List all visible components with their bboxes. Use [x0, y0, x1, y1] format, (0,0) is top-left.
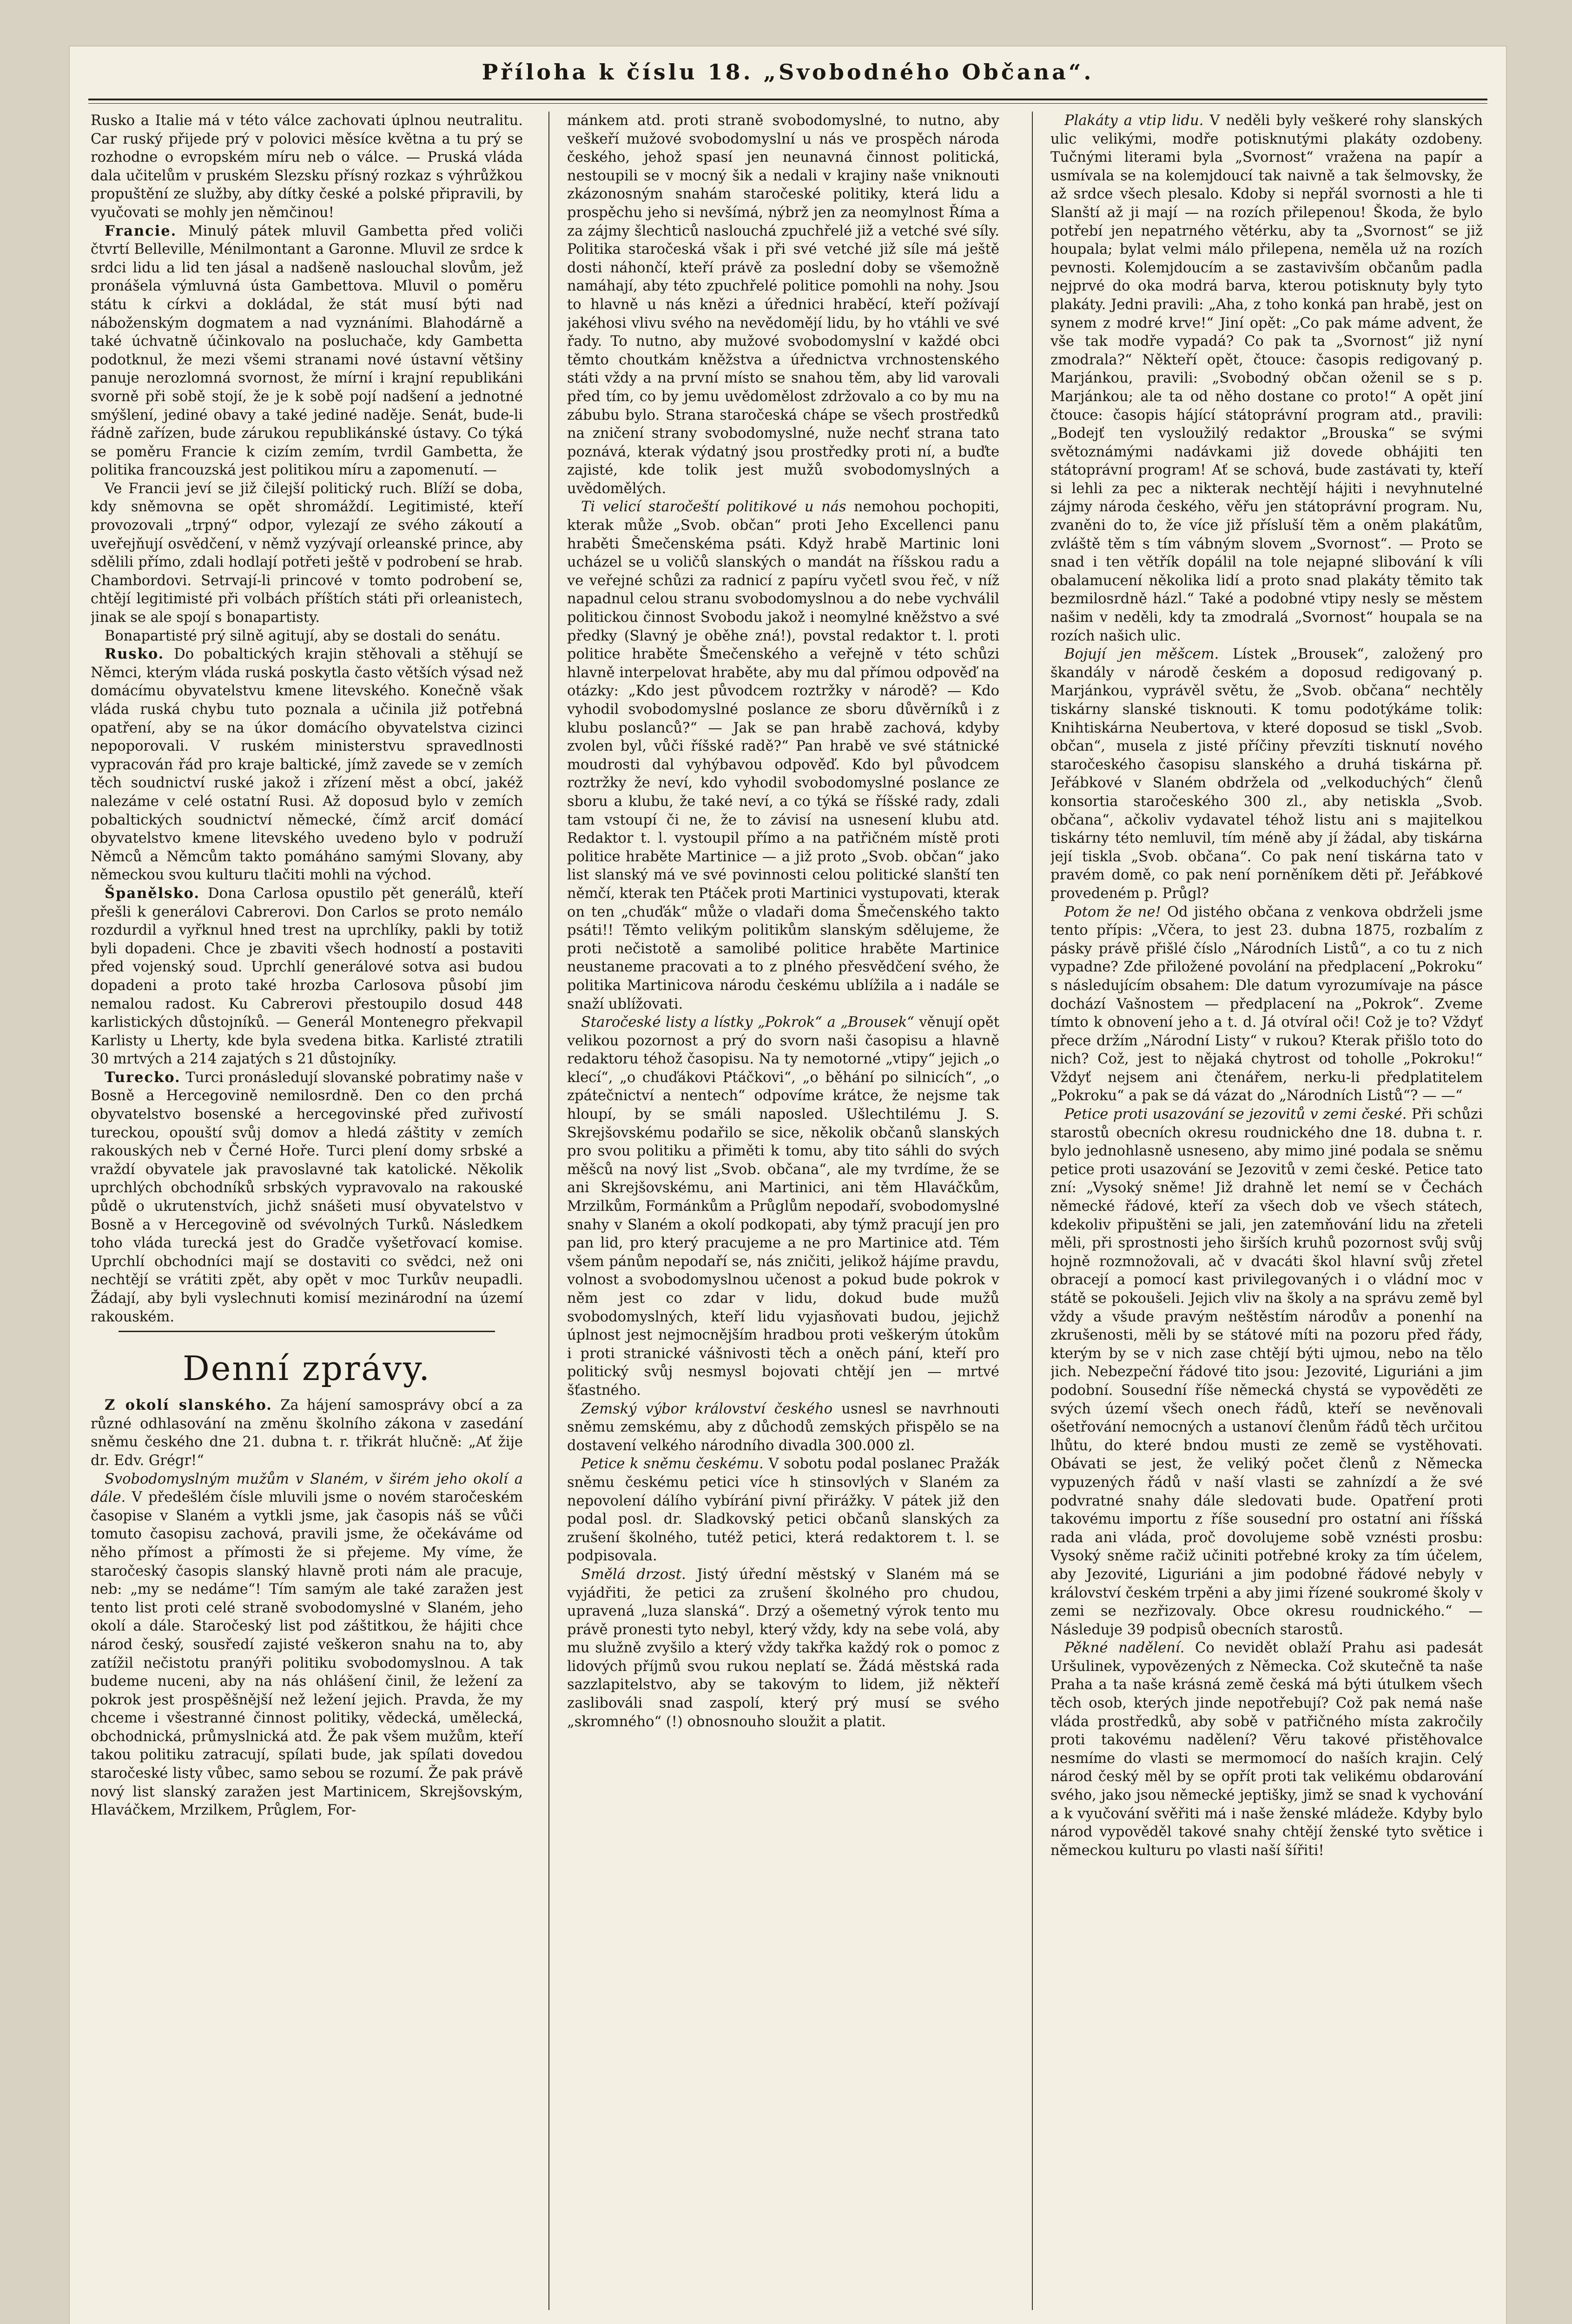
paragraph-text: Za hájení samosprávy obcí a za různé odhlasování na změnu školního zákona v zasedání sněmu českého dne 21. dubna t. r. třikrát hlučně: „Ať žije dr. Edv. Grégr!“ — [91, 1397, 523, 1469]
article-paragraph — [1050, 112, 1483, 645]
article-paragraph — [91, 1470, 523, 1820]
section-heading: Z okolí slanského. — [105, 1397, 272, 1414]
paragraph-text: V neděli byly veškeré rohy slanských ulic velikými, modře potisknutými plakáty ozdobeny. Tučnými literami byla „Svornost“ vražena na papír a usmívala se na kolemjdoucí tak naivně a tak šelmovsky, že až srdce všech plesalo. Kdoby si nepřál svornosti a hle ti Slanští až ji mají — na rozích přilepenou! Škoda, že bylo potřebí jen nepatrného větérku, aby ta „Svornost“ se již houpala; bylat velmi málo přilepena, neměla už na rozích pevnosti. Kolemjdoucím a se zastavivším občanům padla nejprvé do oka modrá barva, kterou potisknuty byly tyto plakáty. Jedni pravili: „Aha, z toho konká pan hrabě, jest on synem z modré krve!“ Jiní opět: „Co pak máme advent, že vše tak modře vypadá? Co pak ta „Svornost“ již nyní zmodrala?“ Někteří opět, čtouce: časopis redigovaný p. Marjánkou, pravili: „Svobodný občan oženil se s p. Marjánkou; ale ta od něho dostane co proto!“ A opět jiní čtouce: časopis hájící státoprávní program atd., pravili: „Bodejť ten vysloužilý redaktor „Brouska“ se svými světoznámými nadávkami již dovede obhájiti ten státoprávní program! Ať se schová, bude zastávati ty, kteří si lehli za pec a nikterak nechtějí hájiti i nevyhnutelné zájmy národa českého, věřu jen státoprávní program. Nu, zvaněni do to, že více již přísluší těm a oněm plakátům, zvláště těm s tím vábným slovem „Svornost“. — Proto se snad i ten větřík dopálil na tole nejapné slibování k víli obalamucení několika lidí a proto snad plakáty těmito tak bezmilosrdně házl.“ Také a podobné vtipy nesly se městem našim v neděli, kdy ta zmodralá „Svornost“ houpala se na rozích našich ulic. — [1050, 112, 1483, 644]
article-title: Zemský výbor království českého — [581, 1400, 833, 1417]
paragraph-text: V předešlém čísle mluvili jsme o novém staročeském časopise v Slaném a vytkli jsme, jak časopis náš se vůči tomuto časopisu zachová, pravili jsme, že očekáváme od něho přímost a přímosti že si přejeme. My víme, že staročeský časopis slanský hlavně proti nám ale pracuje, neb: „my se nedáme“! Tím samým ale také zaražen jest tento list proti celé straně svobodomyslné v Slaném, jeho okolí a dále. Staročeský list pod záštitkou, že hájiti chce národ český, sousředí zajisté veškeron snahu na to, aby zatížil nečistotu pranýři politiku svobodomyslnou. A tak budeme nuceni, aby na nás ohlášení činil, že ležení za pokrok jest prospěšnější než ležení jejich. Pravda, že my chceme i všestranné činnost politiky, vědecká, umělecká, obchodnická, průmyslnická atd. Že pak všem mužům, kteří takou politiku zatracují, spílati bude, jak spílati dovedou staročeské listy vůbec, samo sebou se rozumí. Že pak právě nový list slanský zaražen jest Martinicem, Skrejšovským, Hlaváčkem, Mrzilkem, Průglem, For- — [91, 1489, 523, 1819]
column-3 — [1050, 112, 1483, 2310]
paragraph-text: Lístek „Brousek“, založený pro škandály v národě českém a doposud redigovaný p. Marjánkou, vyprávěl světu, že „Svob. občana“ nechtěly tiskárny slanské tisknouti. K tomu podotýkáme tolik: Knihtiskárna Neubertova, v které doposud se tiskl „Svob. občan“, musela z jisté příčiny převzíti tisknutí nového staročeského časopisu slanského a druhá tiskárna př. Jeřábkové v Slaném obdržela od „velkoduchých“ členů konsortia staročeského 300 zl., aby netiskla „Svob. občana“, ačkoliv vydavatel téhož listu ani s majitelkou tiskárny této nemluvil, tím méně aby jí žádal, aby tiskárna její tiskla „Svob. občana“. Co pak není tiskárna tato v pravém domě, co pak není porněníkem děti př. Jeřábkové provedeném p. Průgl? — [1050, 646, 1483, 902]
section-heading: Turecko. — [105, 1069, 181, 1086]
article-paragraph — [91, 1069, 523, 1326]
paragraph-text: Od jistého občana z venkova obdrželi jsme tento přípis: „Včera, to jest 23. dubna 1875, rozbalím z pásky právě přišlé číslo „Národních Listů“, a co tu z nich vypadne? Zde přiložené povolání na předplacení „Pokroku“ s následujícím obsahem: Dle datum vyrozumívaje na pásce dochází Vašnostem — předplacení na „Pokrok“. Zveme tímto k obnovení jeho a t. d. Já otvíral oči! Což je to? Vždyť přece držím „Národní Listy“ v rukou? Kterak přišlo toto do nich? Což, jest to nějaká chytrost od toholle „Pokroku!“ Vždyť nejsem ani čtenářem, nerku-li předplatitelem „Pokroku“ a pak se dá vázat do „Národních Listů“? — —“ — [1050, 904, 1483, 1104]
article-paragraph — [1050, 645, 1483, 903]
article-paragraph: Bonapartisté prý silně agitují, aby se dostali do senátu. — [105, 627, 501, 644]
paragraph-text: Do pobaltických krajin stěhovali a stěhují se Němci, kterým vláda ruská poskytla často větších výsad než domácímu obyvatelstvu kmene litevského. Konečně však vláda ruská chybu tuto poznala a učinila již potřebná opatření, aby se na úkor domácího obyvatelstva cizinci nepoporovali. V ruském ministerstvu spravedlnosti vypracován řád pro kraje baltické, jímž zavede se v zemích těch soudnictví ruské jakož i zřízení měst a obcí, jakéž nalezáme v celé ostatní Rusi. Až doposud bylo v zemích pobaltických soudnictví německé, čímž arciť domácí obyvatelstvo kmene litevského uvedeno bylo v podruží Němců a Němcům takto pomáháno samými Slovany, aby německou svou kulturu tlačiti mohli na východ. — [91, 646, 523, 884]
paragraph-text: Při schůzi starostů obecních okresu roudnického dne 18. dubna t. r. bylo jednohlasně usneseno, aby mimo jiné podala se sněmu petice proti usazování se Jezovitů v zemi české. Petice tato zní: „Vysoký sněme! Již drahně let nemí se v Čechách německé řádové, kteří za všech dob ve všech státech, kdekoliv připuštěni se jali, jen zatemňování lidu na zřeteli měli, při sprostnosti jeho širších kruhů pozornost svůj svůj hojně rozmnožovali, ač v dvacáti škol hlavní svůj zřetel obracejí a pomocí kast privilegovaných i o vládní moc v státě se pokoušeli. Jejich vliv na školy a na správu země byl vždy a všude pravým neštěstím národův a ponenhí na zkrušenosti, měli by se státové míti na pozoru před řády, kterým by se v nich zase chtějí býti ujmou, nebo na tělo jich. Nebezpeční řádové tito jsou: Jezovité, Liguriáni a jim podobní. Sousední říše německá chystá se vypověděti ze svých území všech onech řádů, kteří se nevěnovali ošetřování nemocných a ustanoví členům řádů těch určitou lhůtu, do které bndou musti ze země se vystěhovati. Obávati se jest, že veliký počet členů z Německa vypuzených řádů v naší vlasti se zahnízdí a že své podvratné snahy dále sledovati bude. Opatření proti takovému importu z říše sousední pro ostatní ani říšská rada ani vláda, proč dovolujeme sobě vznésti prosbu: Vysoký sněme račiž učiniti potřebné kroky za tím účelem, aby Jezovité, Liguriáni a jim podobné řádové nebyly v království českém trpěni a aby jimi řízené soukromé školy v zemi se nezřizovaly. Obce okresu roudnického.“ — Následuje 39 podpisů obecních starostů. — [1050, 1106, 1483, 1638]
column-separator — [1032, 112, 1033, 2310]
article-paragraph — [1050, 1639, 1483, 1860]
paragraph-text: Turci pronásledují slovanské pobratimy naše v Bosně a Hercegovině nemilosrdně. Den co den prchá obyvatelstvo bosenské a hercegovinské před zuřivostí tureckou, opouští svůj domov a hledá záštity v zemích rakouských neb v Černé Hoře. Turci plení domy srbské a vraždí obyvatele jak pravoslavné tak katolické. Několik uprchlých obchodníků srbských vypravovalo na rakouské půdě o ukrutenstvích, jichž snášeti musí obyvatelstvo v Bosně a v Hercegovině od svévolných Turků. Následkem toho vláda turecká jest do Gradče vyšetřovací komise. Uprchlí obchodníci mají se dostaviti co svědci, než oni nechtějí se vrátiti zpět, aby opět v moc Turkův neupadli. Žádají, aby byli vyslechnuti komisí mezinárodní na území rakouském. — [91, 1069, 523, 1325]
article-paragraph — [91, 885, 523, 1069]
article-title: Ti velicí staročeští politikové u nás — [581, 499, 846, 515]
article-paragraph — [567, 1455, 999, 1565]
paragraph-text: Minulý pátek mluvil Gambetta před voliči čtvrtí Belleville, Ménilmontant a Garonne. Mluvil ze srdce k srdci lidu a lid ten jásal a nadšeně naslouchal slovům, jež pronášela výmluvná ústa Gambettova. Mluvil o poměru státu k církvi a dokládal, že stát musí býti nad náboženským dogmatem a nad vyznáními. Blahodárně a také úchvatně účinkovalo na posluchače, kdy Gambetta podotknul, že mezi všemi stranami nové ústavní většiny panuje nerozlomná svornost, že mírní i krajní republikáni svorně při sobě stojí, že je k sobě pojí nadšení a jednotné smýšlení, jediné obavy a také jediné naděje. Senát, bude-li řádně zařízen, bude zárukou republikánské ústavy. Co týká se poměru Francie k cizím zemím, tvrdil Gambetta, že politika francouzská jest politikou míru a zapomenutí. — — [91, 223, 523, 479]
article-paragraph — [567, 498, 999, 1013]
paragraph-text: Jistý úřední městský v Slaném má se vyjádřiti, že petici za zrušení školného pro chudou, upravená „luza slanská“. Drzý a ošemetný výrok tento mu právě pronesti tyto nebyl, který vždy, kdy na sebe volá, aby mu služně zvyšilo a který vždy takřka každý rok o pomoc z lidových příjmů svou rukou neplatí se. Žádá městská rada sazzlapitelstvo, aby se takovým to lidem, již někteří zaslibováli snad zaspolí, který prý musí se svého „skromného“ (!) obnosnouho sloužit a platit. — [567, 1566, 999, 1730]
article-paragraph — [567, 1013, 999, 1400]
article-title: Svobodomyslným mužům v Slaném, v širém jeho okolí a dále. — [91, 1471, 523, 1506]
article-paragraph — [91, 222, 523, 480]
column-2 — [567, 112, 999, 2310]
paragraph-text: věnují opět velikou pozornost a prý do svorn naši časopisu a hlavně redaktoru téhož časopisu. Na ty nemotorné „vtipy“ jejich „o klecí“, „o chuďákovi Ptáčkovi“, „o běhání po silnicích“, „o zpátečnictví a nentech“ odpovíme krátce, že nejsme tak hloupí, by se smáli naposled. Ušlechtilému J. S. Skrejšovskému podařilo se sice, několik občanů slanských pro svou politiku a přiměti k tomu, aby tito sáhli do svých měšců na nový list „Svob. občana“, ale my tvrdíme, že se ani Skrejšovskému, ani Martinici, ani těm Hlaváčkům, Mrzilkům, Formánkům a Průglům nepodaří, svobodomyslné snahy v Slaném a okolí podkopati, aby týmž pracují jen pro pan lid, pro který pracujeme a ne pro Martinice atd. Tém všem pánům nepodaří se, nás zničiti, jelikož hájíme pravdu, volnost a svobodomyslnou učenost a pokud bude pokrok v něm jest co zdar v lidu, dokud bude mužů svobodomyslných, kteří lidu vyjasňovati budou, jejichž úplnost jest nejmocnějším hradbou proti veškerým útokům i proti stranické vášnivosti těch a oněch pání, kteří pro politický svůj nesmysl bojovati chtějí jen — mrtvé šťastného. — [567, 1014, 999, 1399]
article-paragraph — [91, 645, 523, 885]
article-paragraph — [567, 1400, 999, 1455]
section-heading: Španělsko. — [105, 885, 200, 902]
article-title: Petice k sněmu českému. — [581, 1456, 764, 1472]
section-heading: Rusko. — [105, 646, 165, 663]
paragraph-text: V sobotu podal poslanec Pražák sněmu českému petici více h stinsovlých v Slaném za nepovolení dálího vybírání pivní přirážky. V pátek již den podal posl. dr. Sladkovský petici občanů slanských za zrušení školného, tutéž petici, která redaktorem t. l. se podpisovala. — [567, 1456, 999, 1565]
article-paragraph — [91, 1396, 523, 1470]
article-title: Bojují jen měšcem. — [1064, 646, 1219, 663]
article-paragraph — [1050, 1105, 1483, 1639]
section-rule — [119, 1331, 495, 1332]
column-1 — [91, 112, 523, 2310]
page-header: Příloha k číslu 18. „Svobodného Občana“. — [482, 59, 1094, 85]
paragraph-text: Co nevidět oblaží Prahu asi padesát Uršulinek, vypovězených z Německa. Což skutečně ta naše Praha a ta naše krásná země česká má býti útulkem všech těch osob, kterých jinde nepotřebují? Což pak nemá naše vláda prostředků, aby sobě v patřičného místa zakročily proti takovému nadělení? Věru takové přistěhovalce nesmíme do vlasti se mermomocí do naších krajin. Celý národ český měl by se opřít proti tak velikému obdarování svého, jako jsou německé jeptišky, jimž se snad k vychování a k vyučování svěřiti má i naše ženské mládeže. Kdyby bylo národ vypověděl takové snahy chtějí ženské tyto světice i německou kulturu po vlasti naší šířiti! — [1050, 1640, 1483, 1859]
column-separator — [548, 112, 549, 2310]
article-paragraph: Rusko a Italie má v této válce zachovati úplnou neutralitu. Car ruský přijede prý v polovici měsíce května a tu prý se rozhodne o evropském míru neb o válce. — Pruská vláda dala učitelům v pruském Slezsku přísný rozkaz s výhrůžkou propuštění ze služby, aby dítky české a polské připravili, by vyučovati se mohly jen němčinou! — [91, 112, 523, 221]
header-rule — [88, 99, 1487, 100]
article-paragraph: mánkem atd. proti straně svobodomyslné, to nutno, aby veškeří mužové svobodomyslní u nás ve prospěch národa českého, jehož spasí jen neunavná činnost politická, nestoupili se v mocný šik a nedali v krajiny naše vniknouti zkázonosným snahám staročeské politiky, která lidu a prospěchu jeho si nevšímá, nýbrž jen za neomylnost Říma a za zájmy šlechticů naslouchá zpuchřelé již a vetché své síly. Politika staročeská však i při své vetché již síle má ještě dosti náhončí, kteří právě za poslední doby se všemožně namáhají, aby této zpuchřelé politice pomohli na nohy. Jsou to hlavně u nás knězi a úřednici hraběcí, kteří požívají jakéhosi vlivu svého na nevědomějí lidu, by ho vtáhli ve své řady. To nutno, aby mužové svobodomyslní v každé obci těmto choutkám kněžstva a úřednictva vrchnostenského státi vždy a na první místo se snahou těm, aby lid varovali před tím, co by jemu uvědomělost zdržovalo a co by mu na zábubu bylo. Strana staročeská chápe se všech prostředků na zničení strany svobodomyslné, nuže nechť strana tato poznává, kterak výdatný jsou prostředky proti ní, a buďte zajisté, kde tolik jest mužů svobodomyslných a uvědomělých. — [567, 112, 999, 497]
section-title: Denní zprávy. — [182, 1349, 431, 1388]
paragraph-text: nemohou pochopiti, kterak může „Svob. občan“ proti Jeho Excellenci panu hraběti Šmečenskéma psáti. Když hrabě Martinic loni ucházel se u voličů slanských o mandát na říšskou radu a ve veřejné schůzi za radnicí z papíru vyčetl svou řeč, v níž napadnul celou stranu svobodomyslnou a do nebe vychválil politickou činnost Svobodu jakož i neomylné kněžstvo a své předky (Slavný je oběhe zná!), povstal redaktor t. l. proti politice hraběte Šmečenského a veřejně v této schůzi hlavně interpelovat hraběte, aby mu dal přímou odpověď na otázky: „Kdo jest původcem roztržky v národě? — Kdo vyhodil svobodomyslné poslance ze sboru důvěrníků i z klubu poslanců?“ — Jak se pan hrabě zachová, kdyby zvolen byl, vůči říšské radě?“ Pan hrabě ve své státnické moudrosti dal vyhýbavou odpověď. Kdo byl původcem roztržky že neví, kdo vyhodil svobodomyslné poslance ze sboru a klubu, že také neví, a co týká se říšské rady, zdali tam vstoupí či ne, že to závisí na usnesení klubu atd. Redaktor t. l. vystoupil přímo a na patřičném místě proti politice hraběte Martinice — a již proto „Svob. občan“ jako list slanský má ve své povinnosti celou politické slanští ten němčí, kterak ten Ptáček proti Martinici vystupovati, kterak on ten „chuďák“ může o vladaři doma Šmečenského takto psáti!! Těmto velikým politikům slanským sdělujeme, že proti nečistotě a samolibé politice hraběte Martinice neustaneme pracovati a to z plného přesvědčení svého, že politika Martinicova národu českému ublížila a i nadále se snaží ublížovati. — [567, 499, 999, 1012]
article-title: Pěkné nadělení. — [1064, 1640, 1185, 1657]
article-title: Plakáty a vtip lidu. — [1064, 112, 1204, 129]
article-paragraph: Ve Francii jeví se již čilejší politický ruch. Blíží se doba, kdy sněmovna se opět shromáždí. Legitimisté, kteří provozovali „trpný“ odpor, vylezají ze svého zákoutí a uveřejňují osvědčení, v němž vyzývají orleanské prince, aby sdělili přímo, zdali hodlají potřeti ještě v podrobení se hrab. Chambordovi. Setrvají-li princové v tomto podrobení se, chtějí legitimisté při volbách příštích státi při orleanistech, jinak se ale spojí s bonapartisty. — [91, 480, 523, 626]
paragraph-text: usnesl se navrhnouti sněmu zemskému, aby z důchodů zemských přispělo se na dostavení velkého národního divadla 300.000 zl. — [567, 1400, 999, 1454]
article-paragraph — [567, 1565, 999, 1731]
header-rule-thin — [88, 103, 1487, 104]
article-title: Petice proti usazování se jezovitů v zemi české. — [1064, 1106, 1407, 1123]
section-heading: Francie. — [105, 222, 177, 239]
article-paragraph — [1050, 903, 1483, 1106]
article-title: Staročeské listy a lístky „Pokrok“ a „Brousek“ — [581, 1014, 914, 1031]
paragraph-text: Dona Carlosa opustilo pět generálů, kteří přešli k generálovi Cabrerovi. Don Carlos se proto nemálo rozdurdil a vyřknul hned trest na uprchlíky, pakli by totiž byli dopadeni. Chce je zbaviti všech hodností a postaviti před vojenský soud. Uprchlí generálové sotva asi budou dopadeni a proto také hrozba Carlosova působí jim nemalou radost. Ku Cabrerovi přestoupilo dosud 448 karlistických důstojníků. — Generál Montenegro překvapil Karlisty u Lherty, kde byla svedena bitka. Karlisté ztratili 30 mrtvých a 214 zajatých s 21 důstojníky. — [91, 885, 523, 1068]
newspaper-page — [70, 46, 1506, 2324]
article-title: Smělá drzost. — [581, 1566, 686, 1583]
article-title: Potom že ne! — [1064, 904, 1161, 920]
